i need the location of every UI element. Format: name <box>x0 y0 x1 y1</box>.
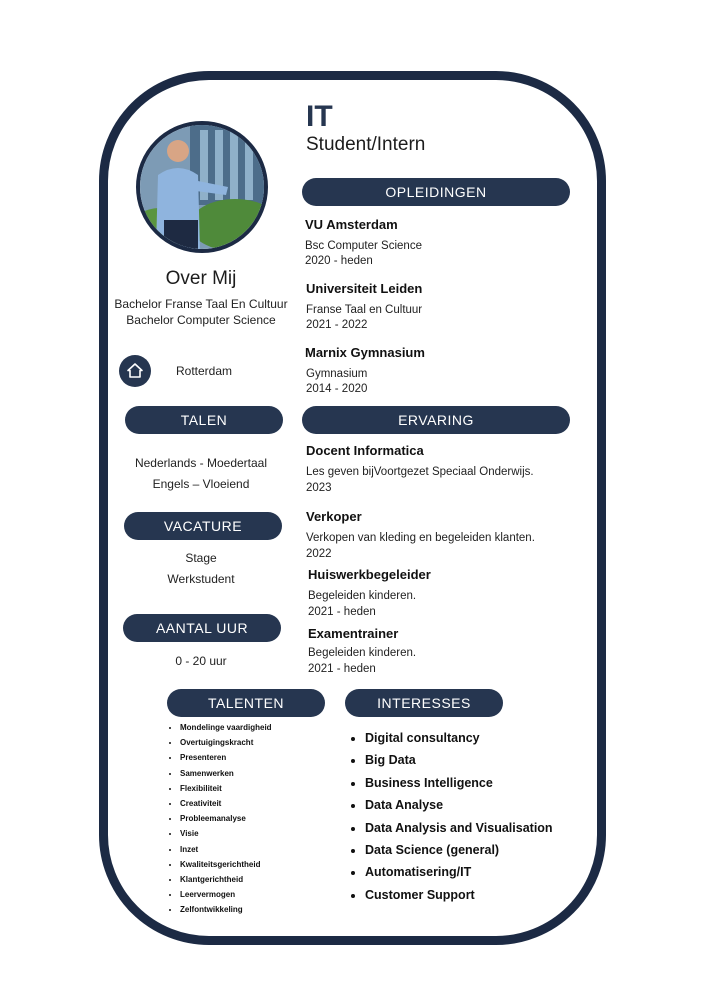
education-program: Gymnasium <box>306 368 368 380</box>
list-item: • Probleemanalyse <box>180 811 272 826</box>
section-interesses: INTERESSES <box>345 689 503 717</box>
section-aantal-uur: AANTAL UUR <box>123 614 281 642</box>
experience-year: 2021 - heden <box>308 663 376 675</box>
talents-list <box>170 720 272 918</box>
section-talenten: TALENTEN <box>167 689 325 717</box>
page-title: IT <box>306 100 333 133</box>
education-years: 2020 - heden <box>305 255 373 267</box>
experience-year: 2022 <box>306 548 332 560</box>
hours-text: 0 - 20 uur <box>175 654 227 668</box>
about-line-1: Bachelor Franse Taal En Cultuur <box>114 297 288 311</box>
experience-desc: Verkopen van kleding en begeleiden klanten. <box>306 532 535 544</box>
list-item: • Overtuigingskracht <box>180 735 272 750</box>
education-years: 2014 - 2020 <box>306 383 368 395</box>
home-icon <box>119 355 151 387</box>
section-ervaring: ERVARING <box>302 406 570 434</box>
experience-role: Examentrainer <box>308 626 399 641</box>
vacancy-2: Werkstudent <box>167 572 235 586</box>
education-program: Franse Taal en Cultuur <box>306 304 423 316</box>
experience-role: Docent Informatica <box>306 443 424 458</box>
list-item: • Data Science (general) <box>365 839 553 861</box>
list-item: • Digital consultancy <box>365 727 553 749</box>
list-item: • Visie <box>180 826 272 841</box>
experience-role: Verkoper <box>306 509 362 524</box>
education-program: Bsc Computer Science <box>305 240 422 252</box>
list-item: • Kwaliteitsgerichtheid <box>180 857 272 872</box>
list-item: • Samenwerken <box>180 766 272 781</box>
education-school: VU Amsterdam <box>305 217 398 232</box>
list-item: • Customer Support <box>365 884 553 906</box>
list-item: • Flexibiliteit <box>180 781 272 796</box>
section-vacature: VACATURE <box>124 512 282 540</box>
education-school: Universiteit Leiden <box>306 281 423 296</box>
list-item: • Big Data <box>365 749 553 771</box>
list-item: • Business Intelligence <box>365 772 553 794</box>
language-2: Engels – Vloeiend <box>152 477 250 491</box>
education-school: Marnix Gymnasium <box>305 345 425 360</box>
list-item: • Leervermogen <box>180 887 272 902</box>
education-years: 2021 - 2022 <box>306 319 368 331</box>
list-item: • Mondelinge vaardigheid <box>180 720 272 735</box>
section-opleidingen: OPLEIDINGEN <box>302 178 570 206</box>
list-item: • Data Analyse <box>365 794 553 816</box>
about-line-2: Bachelor Computer Science <box>126 313 276 327</box>
experience-year: 2021 - heden <box>308 606 376 618</box>
experience-year: 2023 <box>306 482 332 494</box>
page-subtitle: Student/Intern <box>306 134 426 155</box>
location-text: Rotterdam <box>176 364 233 378</box>
list-item: • Automatisering/IT <box>365 861 553 883</box>
about-heading: Over Mij <box>165 268 237 289</box>
experience-desc: Les geven bijVoortgezet Speciaal Onderwijs. <box>306 466 534 478</box>
list-item: • Presenteren <box>180 750 272 765</box>
interests-list <box>352 727 553 906</box>
language-1: Nederlands - Moedertaal <box>134 456 268 470</box>
list-item: • Zelfontwikkeling <box>180 902 272 917</box>
list-item: • Creativiteit <box>180 796 272 811</box>
section-talen: TALEN <box>125 406 283 434</box>
experience-role: Huiswerkbegeleider <box>308 567 431 582</box>
experience-desc: Begeleiden kinderen. <box>308 590 417 602</box>
list-item: • Klantgerichtheid <box>180 872 272 887</box>
list-item: • Data Analysis and Visualisation <box>365 817 553 839</box>
experience-desc: Begeleiden kinderen. <box>308 647 417 659</box>
list-item: • Inzet <box>180 842 272 857</box>
profile-photo <box>136 121 268 253</box>
vacancy-1: Stage <box>185 551 217 565</box>
